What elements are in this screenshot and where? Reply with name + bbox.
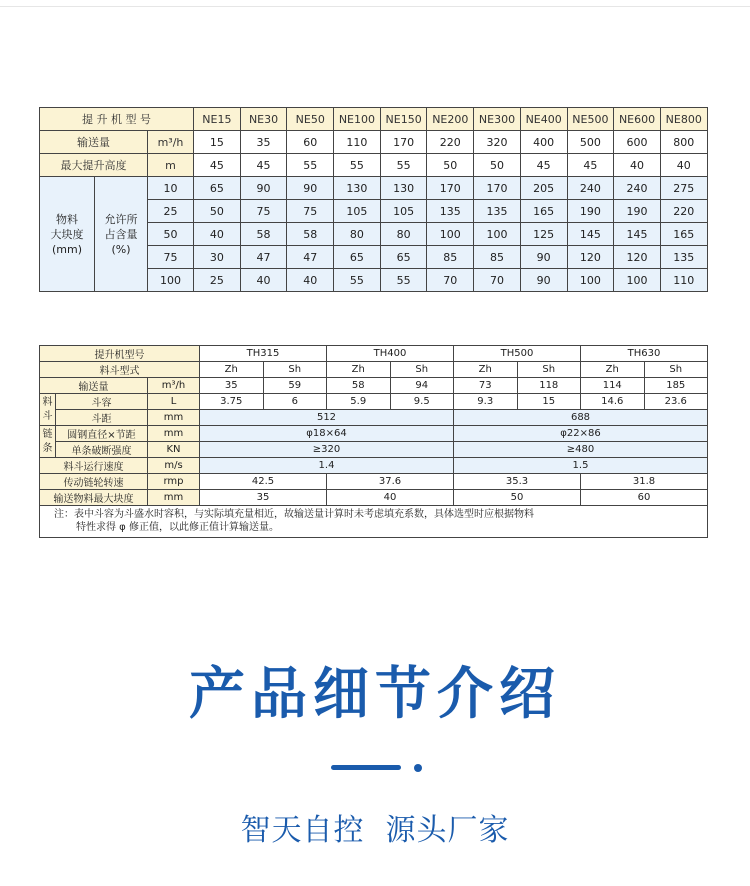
- th-model: TH630: [581, 346, 708, 362]
- cell: 60: [581, 490, 708, 506]
- cell: 65: [334, 246, 381, 269]
- cell: 688: [454, 410, 708, 426]
- cell: 45: [567, 154, 614, 177]
- cell: 90: [520, 269, 567, 292]
- cell: ≥320: [200, 442, 454, 458]
- cell: 9.3: [454, 394, 518, 410]
- ne-height-unit: m: [148, 154, 194, 177]
- cell: 75: [240, 200, 287, 223]
- cell: 35: [200, 378, 264, 394]
- th-chain-dia-unit: mm: [148, 426, 200, 442]
- cell: 80: [380, 223, 427, 246]
- ne-material-label: [40, 177, 95, 292]
- cell: 55: [287, 154, 334, 177]
- cell: 135: [474, 200, 521, 223]
- th-capacity-unit: m³/h: [148, 378, 200, 394]
- ne-capacity-unit: m³/h: [148, 131, 194, 154]
- cell: 185: [644, 378, 708, 394]
- th-maxlump-unit: mm: [148, 490, 200, 506]
- cell: 85: [474, 246, 521, 269]
- ne-pct: 75: [148, 246, 194, 269]
- cell: 58: [287, 223, 334, 246]
- cell: 94: [390, 378, 454, 394]
- th-maxlump-label: 输送物料最大块度: [40, 490, 148, 506]
- cell: 120: [567, 246, 614, 269]
- th-chain-dia-row: [40, 426, 708, 442]
- cell: 512: [200, 410, 454, 426]
- ne-model-row: [40, 108, 708, 131]
- th-model: TH400: [327, 346, 454, 362]
- cell: ≥480: [454, 442, 708, 458]
- ne-height-label: 最大提升高度: [40, 154, 148, 177]
- ne-model: NE150: [380, 108, 427, 131]
- bucket-group-label: [40, 394, 56, 426]
- th-chain-dia-label: 圆钢直径×节距: [56, 426, 148, 442]
- cell: 1.5: [454, 458, 708, 474]
- th-model-row: [40, 346, 708, 362]
- material-label-text: 物料 大块度 (mm): [50, 212, 84, 256]
- cell: φ22×86: [454, 426, 708, 442]
- cell: 30: [194, 246, 241, 269]
- ne-spec-table: [39, 107, 708, 292]
- cell: 40: [327, 490, 454, 506]
- cell: 165: [520, 200, 567, 223]
- chain-group-text: 链 条: [42, 428, 53, 454]
- cell: 170: [427, 177, 474, 200]
- cell: 60: [287, 131, 334, 154]
- th-pitch-row: [40, 410, 708, 426]
- cell: 50: [454, 490, 581, 506]
- ne-model: NE500: [567, 108, 614, 131]
- th-model: TH500: [454, 346, 581, 362]
- cell: 35: [200, 490, 327, 506]
- ne-lump-row: [40, 177, 708, 200]
- cell: 40: [614, 154, 661, 177]
- section-subtitle: 智天自控 源头厂家: [240, 813, 510, 848]
- cell: 120: [614, 246, 661, 269]
- th-rpm-row: [40, 474, 708, 490]
- th-model: TH315: [200, 346, 327, 362]
- cell: 220: [427, 131, 474, 154]
- cell: 25: [194, 269, 241, 292]
- top-divider: [0, 6, 750, 7]
- title-underline-dash: [331, 765, 401, 770]
- cell: 47: [240, 246, 287, 269]
- cell: 55: [380, 154, 427, 177]
- ne-model: NE600: [614, 108, 661, 131]
- ne-model: NE100: [334, 108, 381, 131]
- cell: 35.3: [454, 474, 581, 490]
- cell: 80: [334, 223, 381, 246]
- cell: 15: [194, 131, 241, 154]
- cell: 114: [581, 378, 645, 394]
- cell: 170: [380, 131, 427, 154]
- cell: 90: [240, 177, 287, 200]
- cell: 165: [660, 223, 707, 246]
- cell: 5.9: [327, 394, 391, 410]
- th-speed-label: 料斗运行速度: [40, 458, 148, 474]
- cell: 45: [240, 154, 287, 177]
- cell: 170: [474, 177, 521, 200]
- table-note: [40, 506, 708, 538]
- th-spec-table: [39, 345, 708, 538]
- cell: 14.6: [581, 394, 645, 410]
- ne-model: NE400: [520, 108, 567, 131]
- cell: 58: [240, 223, 287, 246]
- cell: 100: [427, 223, 474, 246]
- cell: 90: [520, 246, 567, 269]
- cell: 45: [194, 154, 241, 177]
- ne-pct: 10: [148, 177, 194, 200]
- cell: 90: [287, 177, 334, 200]
- bucket-group-text: 料 斗: [42, 396, 53, 422]
- cell: φ18×64: [200, 426, 454, 442]
- cell: Sh: [390, 362, 454, 378]
- cell: 59: [263, 378, 327, 394]
- cell: Zh: [327, 362, 391, 378]
- cell: 110: [660, 269, 707, 292]
- cell: 125: [520, 223, 567, 246]
- cell: 15: [517, 394, 581, 410]
- th-volume-row: [40, 394, 708, 410]
- cell: Zh: [200, 362, 264, 378]
- cell: 1.4: [200, 458, 454, 474]
- cell: 275: [660, 177, 707, 200]
- cell: 3.75: [200, 394, 264, 410]
- cell: 70: [427, 269, 474, 292]
- th-pitch-label: 斗距: [56, 410, 148, 426]
- th-bucket-type-label: 料斗型式: [40, 362, 200, 378]
- cell: 100: [567, 269, 614, 292]
- th-rpm-label: 传动链轮转速: [40, 474, 148, 490]
- cell: Sh: [644, 362, 708, 378]
- cell: 58: [327, 378, 391, 394]
- th-strength-row: [40, 442, 708, 458]
- cell: 50: [427, 154, 474, 177]
- ne-model: NE50: [287, 108, 334, 131]
- th-pitch-unit: mm: [148, 410, 200, 426]
- cell: 600: [614, 131, 661, 154]
- cell: 42.5: [200, 474, 327, 490]
- cell: 6: [263, 394, 327, 410]
- th-speed-unit: m/s: [148, 458, 200, 474]
- ne-height-row: [40, 154, 708, 177]
- cell: 145: [614, 223, 661, 246]
- cell: 65: [380, 246, 427, 269]
- ne-pct: 100: [148, 269, 194, 292]
- cell: Sh: [517, 362, 581, 378]
- cell: 55: [334, 269, 381, 292]
- cell: 40: [287, 269, 334, 292]
- note-line-1: 注：表中斗容为斗盛水时容积，与实际填充量相近，故输送量计算时未考虑填充系数，具体选型时应根据物料: [54, 509, 534, 520]
- ne-model: NE300: [474, 108, 521, 131]
- ne-model: NE30: [240, 108, 287, 131]
- cell: 320: [474, 131, 521, 154]
- cell: 240: [567, 177, 614, 200]
- th-bucket-type-row: [40, 362, 708, 378]
- cell: 40: [660, 154, 707, 177]
- cell: 105: [380, 200, 427, 223]
- cell: 85: [427, 246, 474, 269]
- cell: 500: [567, 131, 614, 154]
- note-line-2: 特性求得 φ 修正值，以此修正值计算输送量。: [76, 522, 279, 533]
- cell: 190: [614, 200, 661, 223]
- ne-model: NE15: [194, 108, 241, 131]
- ne-pct: 25: [148, 200, 194, 223]
- cell: 145: [567, 223, 614, 246]
- ne-model: NE200: [427, 108, 474, 131]
- cell: 400: [520, 131, 567, 154]
- cell: 800: [660, 131, 707, 154]
- chain-group-label: [40, 426, 56, 458]
- title-underline-dot: [414, 764, 422, 772]
- cell: 55: [334, 154, 381, 177]
- cell: 205: [520, 177, 567, 200]
- cell: 220: [660, 200, 707, 223]
- th-maxlump-row: [40, 490, 708, 506]
- cell: 73: [454, 378, 518, 394]
- cell: 130: [334, 177, 381, 200]
- ne-content-label: [95, 177, 148, 292]
- cell: 100: [474, 223, 521, 246]
- cell: 31.8: [581, 474, 708, 490]
- cell: 100: [614, 269, 661, 292]
- cell: 50: [474, 154, 521, 177]
- ne-capacity-label: 输送量: [40, 131, 148, 154]
- th-rpm-unit: rmp: [148, 474, 200, 490]
- ne-pct: 50: [148, 223, 194, 246]
- cell: 240: [614, 177, 661, 200]
- cell: 110: [334, 131, 381, 154]
- cell: 70: [474, 269, 521, 292]
- cell: 45: [520, 154, 567, 177]
- ne-capacity-row: [40, 131, 708, 154]
- cell: 37.6: [327, 474, 454, 490]
- th-speed-row: [40, 458, 708, 474]
- cell: 40: [194, 223, 241, 246]
- cell: 35: [240, 131, 287, 154]
- th-capacity-label: 输送量: [40, 378, 148, 394]
- cell: Zh: [581, 362, 645, 378]
- ne-model-label: 提 升 机 型 号: [40, 108, 194, 131]
- cell: 9.5: [390, 394, 454, 410]
- th-capacity-row: [40, 378, 708, 394]
- cell: 118: [517, 378, 581, 394]
- th-model-label: 提升机型号: [40, 346, 200, 362]
- content-label-text: 允许所 占含量 (%): [104, 212, 138, 256]
- cell: 55: [380, 269, 427, 292]
- cell: Zh: [454, 362, 518, 378]
- cell: 135: [660, 246, 707, 269]
- th-strength-unit: KN: [148, 442, 200, 458]
- th-note-row: [40, 506, 708, 538]
- cell: 75: [287, 200, 334, 223]
- cell: 135: [427, 200, 474, 223]
- cell: 65: [194, 177, 241, 200]
- th-volume-label: 斗容: [56, 394, 148, 410]
- ne-model: NE800: [660, 108, 707, 131]
- cell: 50: [194, 200, 241, 223]
- th-volume-unit: L: [148, 394, 200, 410]
- cell: 23.6: [644, 394, 708, 410]
- th-strength-label: 单条破断强度: [56, 442, 148, 458]
- cell: 130: [380, 177, 427, 200]
- section-title: 产品细节介绍: [189, 662, 561, 727]
- cell: 47: [287, 246, 334, 269]
- cell: 190: [567, 200, 614, 223]
- cell: 105: [334, 200, 381, 223]
- cell: 40: [240, 269, 287, 292]
- cell: Sh: [263, 362, 327, 378]
